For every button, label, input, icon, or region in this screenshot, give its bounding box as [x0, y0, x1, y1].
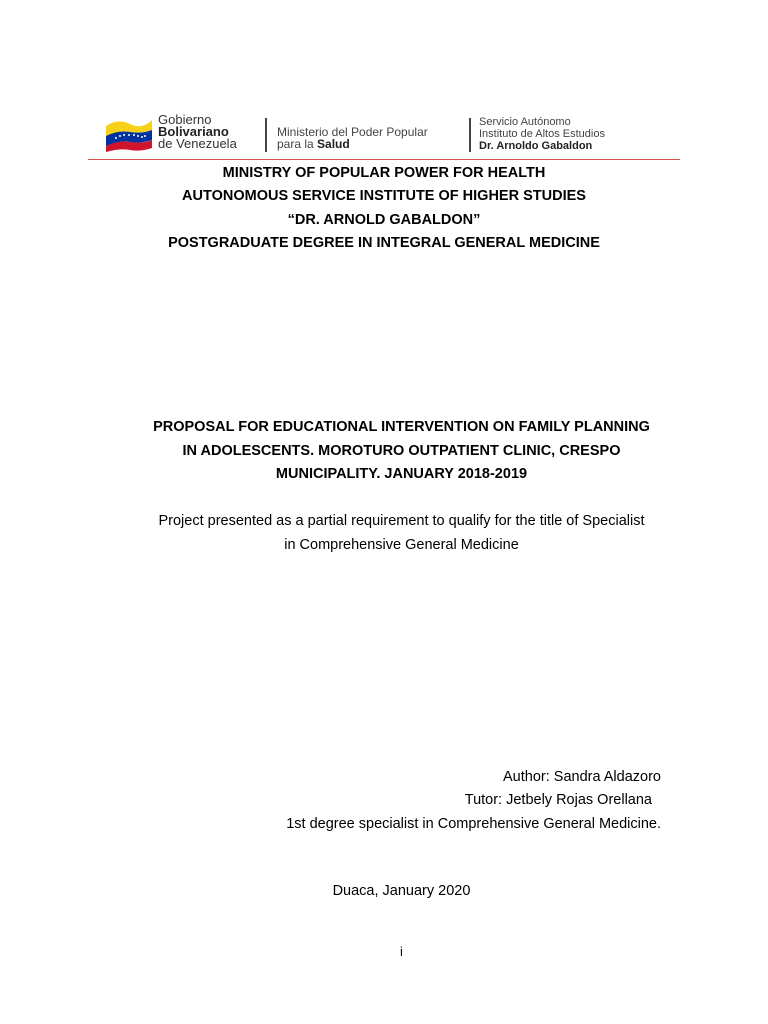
- header-logo-band: [100, 110, 660, 158]
- institution-line-2: AUTONOMOUS SERVICE INSTITUTE OF HIGHER STUDIES: [182, 188, 586, 205]
- service-line-2: Instituto de Altos Estudios: [479, 128, 605, 140]
- tutor-line: Tutor: Jetbely Rojas Orellana: [464, 792, 652, 808]
- place-date: Duaca, January 2020: [332, 883, 471, 899]
- ministry-line-2: [277, 138, 428, 150]
- description-line-2: in Comprehensive General Medicine: [284, 537, 519, 553]
- gov-line-1: Gobierno: [158, 112, 212, 127]
- description-line-1: Project presented as a partial requirement to qualify for the title of Specialist: [158, 513, 645, 529]
- service-logo-text: [479, 116, 605, 152]
- logo-divider: [265, 118, 267, 152]
- ministry-logo-text: [277, 126, 428, 150]
- institution-heading: [84, 162, 684, 255]
- logo-divider: [469, 118, 471, 152]
- tutor-title-line: 1st degree specialist in Comprehensive General Medicine.: [286, 816, 661, 832]
- ministry-line-1: Ministerio del Poder Popular: [277, 125, 428, 139]
- ministry-line-2-bold: Salud: [317, 137, 350, 151]
- government-logo-text: [158, 114, 237, 150]
- document-title: [130, 416, 673, 487]
- venezuela-flag-icon: [104, 112, 154, 152]
- service-line-1: Servicio Autónomo: [479, 116, 571, 128]
- ministry-line-2-prefix: para la: [277, 137, 314, 151]
- institution-line-1: MINISTRY OF POPULAR POWER FOR HEALTH: [222, 165, 546, 181]
- institution-line-4: POSTGRADUATE DEGREE IN INTEGRAL GENERAL MEDICINE: [168, 234, 600, 251]
- title-line-3: MUNICIPALITY. JANUARY 2018-2019: [275, 466, 528, 482]
- project-description: [130, 509, 673, 557]
- title-line-2: IN ADOLESCENTS. MOROTURO OUTPATIENT CLINIC, CRESPO: [182, 442, 621, 459]
- gov-line-2: Bolivariano: [158, 124, 229, 139]
- header-rule: [88, 159, 680, 160]
- page-number: i: [400, 944, 403, 959]
- title-line-1: PROPOSAL FOR EDUCATIONAL INTERVENTION ON FAMILY PLANNING: [153, 419, 650, 435]
- service-line-3: Dr. Arnoldo Gabaldon: [479, 140, 593, 152]
- gov-line-3: de Venezuela: [158, 136, 237, 151]
- institution-line-3: “DR. ARNOLD GABALDON”: [287, 211, 481, 228]
- author-line: Author: Sandra Aldazoro: [503, 769, 661, 785]
